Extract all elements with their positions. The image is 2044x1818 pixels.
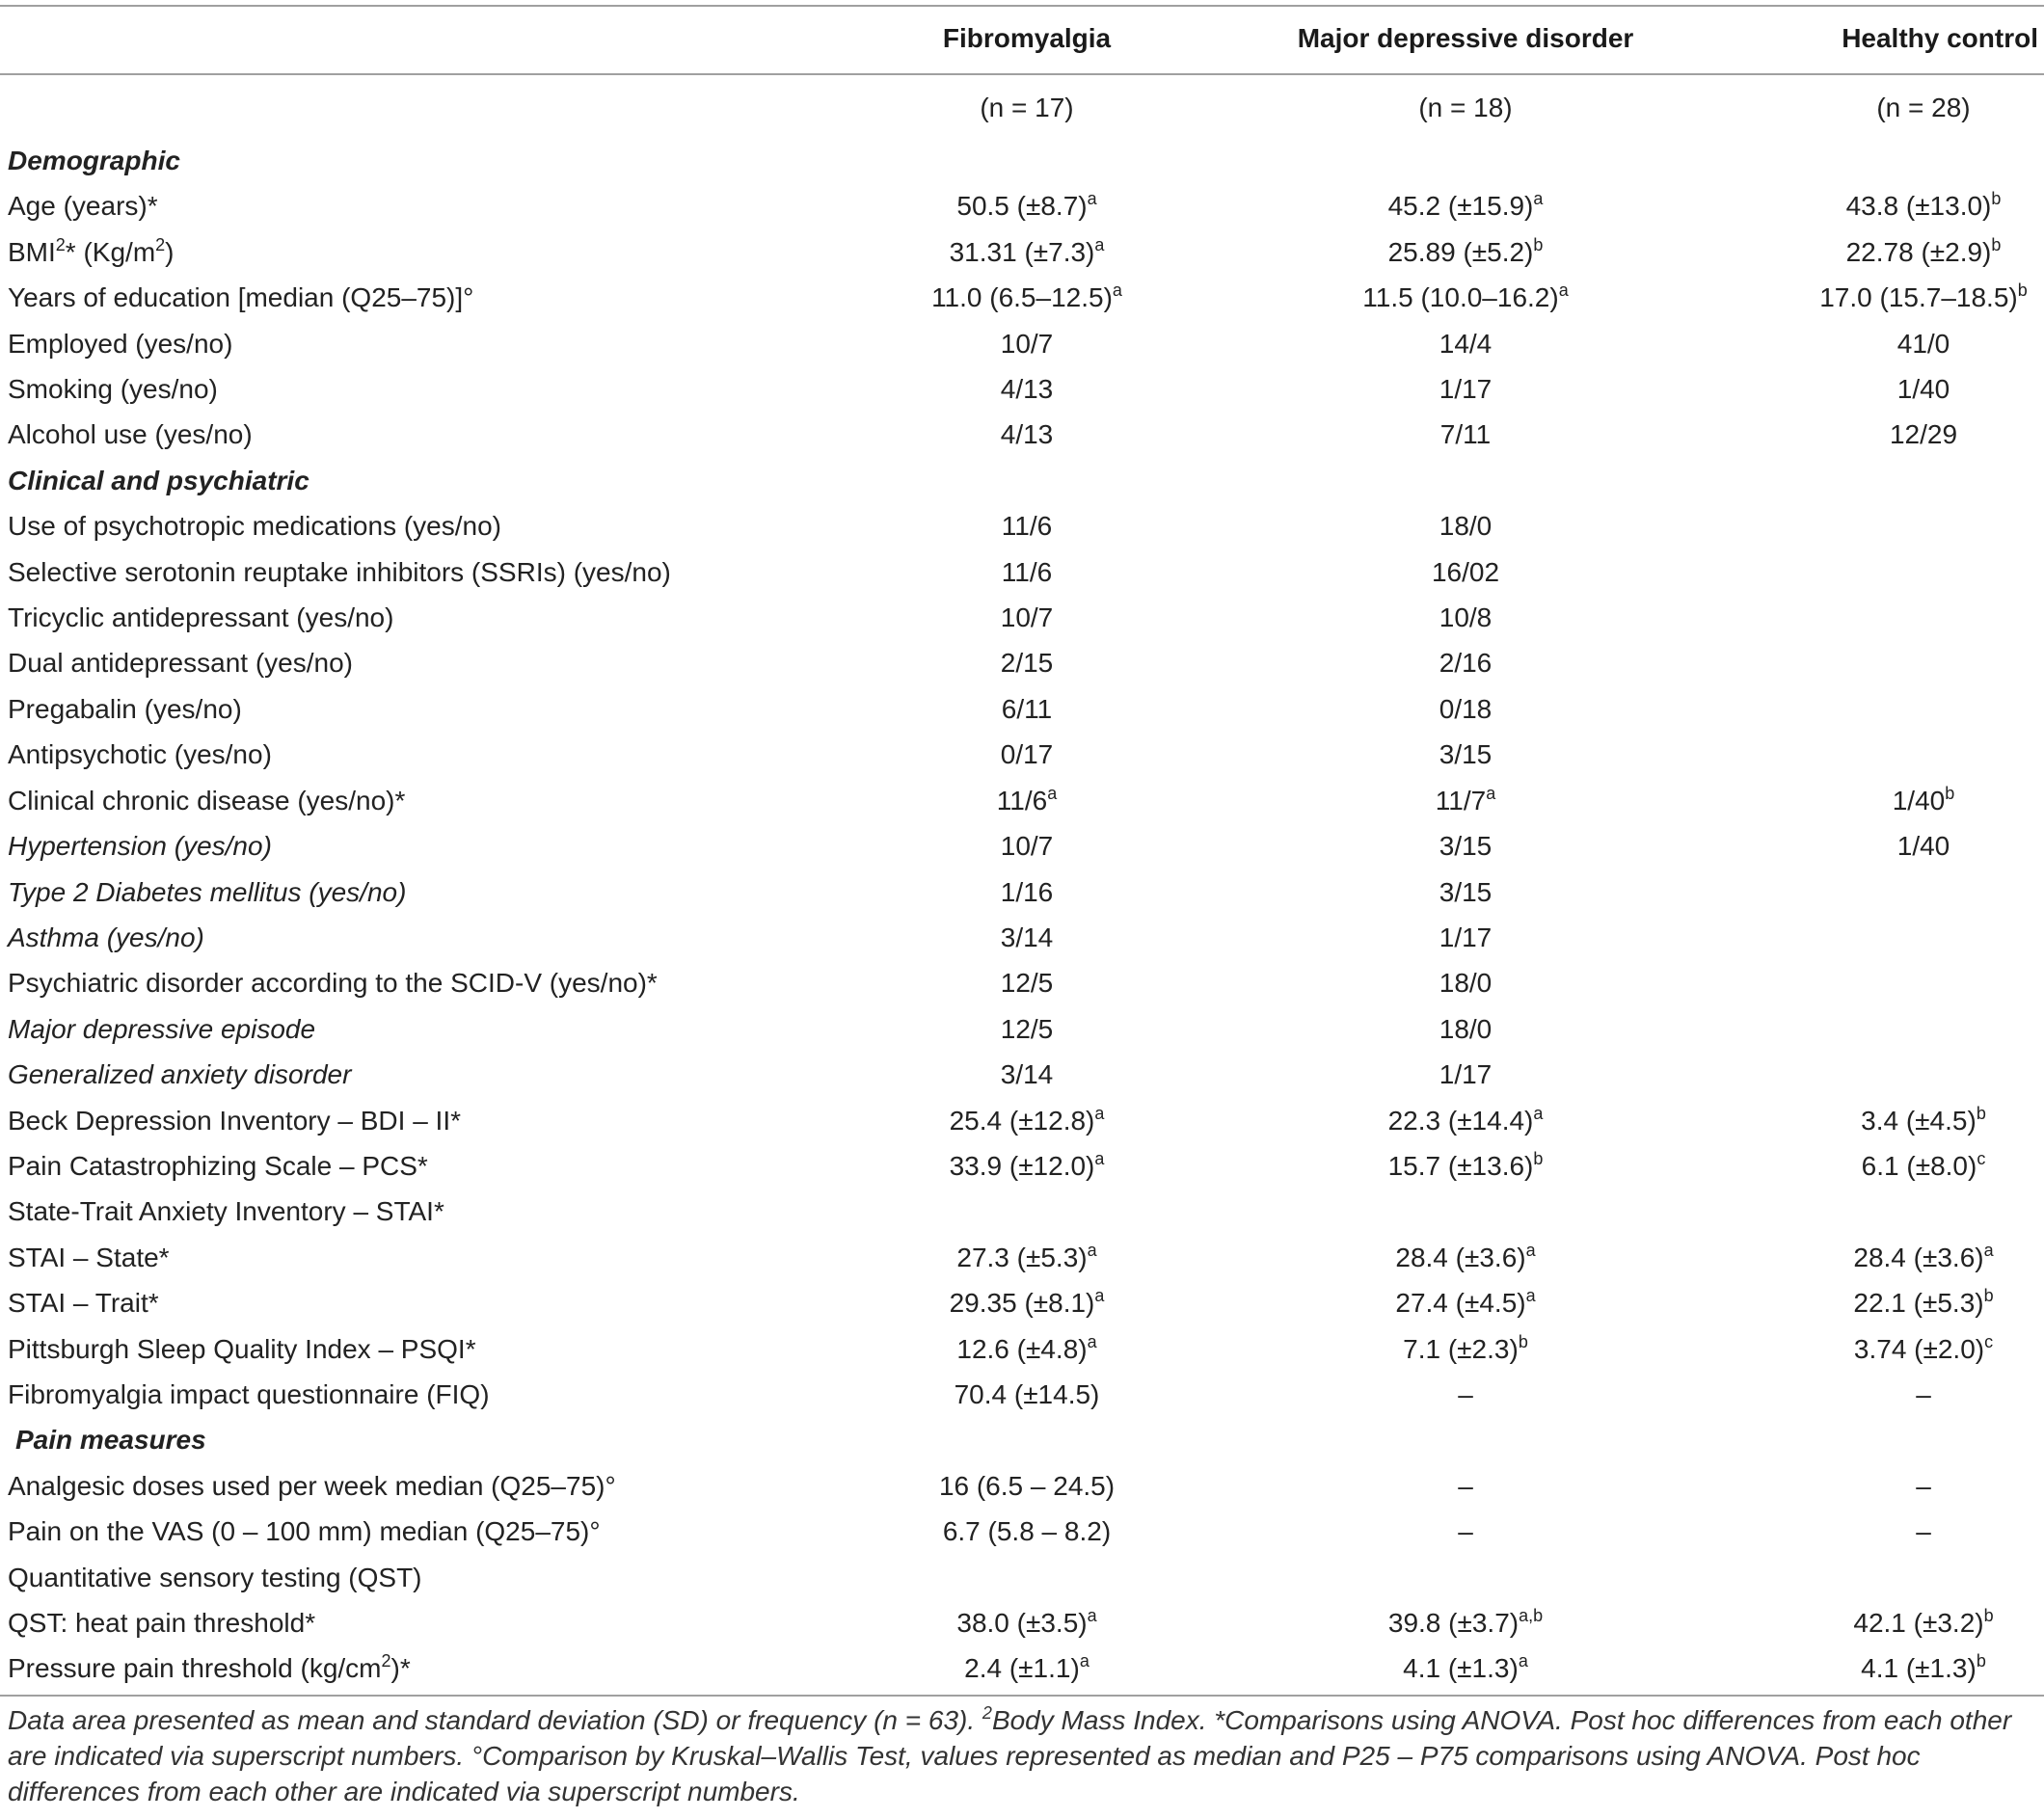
row-label: Age (years)* xyxy=(8,191,158,222)
cell-mdd: 27.4 $(\pm 4.5)^a$ xyxy=(1395,1286,1536,1319)
bottom-rule xyxy=(0,1695,2044,1697)
row-label: Psychiatric disorder according to the SCID-V (yes/no)* xyxy=(8,968,658,999)
cell-healthy-control xyxy=(1707,640,2044,685)
cell-healthy-control xyxy=(1707,686,2044,732)
n-fibromyalgia: (n = 17) xyxy=(980,93,1074,122)
cell-mdd: 28.4 $(\pm 3.6)^a$ xyxy=(1395,1240,1536,1272)
cell-fibromyalgia: 29.35 $(\pm 8.1)^a$ xyxy=(949,1286,1105,1319)
row-label: Pressure pain threshold $(kg/cm^2)*$ xyxy=(8,1651,411,1684)
cell-fibromyalgia: 10/7 xyxy=(1000,328,1054,359)
row-label: Pregabalin (yes/no) xyxy=(8,693,242,724)
table-row xyxy=(0,960,2044,1005)
row-label: Major depressive episode xyxy=(8,1013,316,1044)
row-label: Quantitative sensory testing (QST) xyxy=(8,1562,422,1592)
header-healthy-control: Healthy control xyxy=(1842,23,2038,53)
cell-healthy-control: 12/29 xyxy=(1889,419,1958,450)
cell-healthy-control xyxy=(1707,1189,2044,1234)
section-row xyxy=(0,458,2044,503)
cell-healthy-control: 42.1 $(\pm 3.2)^b$ xyxy=(1853,1606,1994,1638)
cell-fibromyalgia: 25.4 $(\pm 12.8)^a$ xyxy=(949,1103,1105,1136)
cell-healthy-control: 6.1 $(\pm 8.0)^c$ xyxy=(1861,1148,1986,1181)
cell-mdd: 7/11 xyxy=(1439,419,1492,450)
table-row xyxy=(0,1006,2044,1052)
cell-healthy-control: 3.4 $(\pm 4.5)^b$ xyxy=(1861,1103,1986,1136)
cell-fibromyalgia: 12/5 xyxy=(1000,1013,1054,1044)
n-healthy-control: (n = 28) xyxy=(1876,93,1971,122)
cell-healthy-control xyxy=(1707,869,2044,915)
sample-size-row xyxy=(0,77,2044,138)
cell-mdd: 15.7 $(\pm 13.6)^b$ xyxy=(1387,1148,1544,1181)
cell-fibromyalgia: 11/6$^a$ xyxy=(996,783,1058,815)
cell-fibromyalgia: 38.0 $(\pm 3.5)^a$ xyxy=(956,1606,1097,1638)
header-fibromyalgia: Fibromyalgia xyxy=(942,23,1112,53)
row-label: BMI$^2$* $(Kg/m^2)$ xyxy=(8,234,175,267)
table-row xyxy=(0,1235,2044,1280)
cell-fibromyalgia: 10/7 xyxy=(1000,602,1054,633)
row-label: Tricyclic antidepressant (yes/no) xyxy=(8,602,394,633)
cell-mdd: 7.1 $(\pm 2.3)^b$ xyxy=(1403,1331,1528,1364)
table-row xyxy=(0,640,2044,685)
cell-healthy-control: 22.1 $(\pm 5.3)^b$ xyxy=(1853,1286,1994,1319)
cell-healthy-control: 3.74 $(\pm 2.0)^c$ xyxy=(1853,1331,1994,1364)
cell-fibromyalgia: 2.4 $(\pm 1.1)^a$ xyxy=(964,1651,1089,1684)
table-row xyxy=(0,595,2044,640)
table-row xyxy=(0,503,2044,548)
cell-mdd: 3/15 xyxy=(1439,831,1493,862)
cell-fibromyalgia: 27.3 $(\pm 5.3)^a$ xyxy=(956,1240,1097,1272)
cell-fibromyalgia xyxy=(829,1555,1224,1600)
cell-mdd: – xyxy=(1458,1470,1473,1501)
cell-mdd: 14/4 xyxy=(1439,328,1493,359)
cell-mdd: 16/02 xyxy=(1431,556,1500,587)
cell-fibromyalgia: 4/13 xyxy=(1000,419,1054,450)
cell-healthy-control: – xyxy=(1916,1378,1931,1409)
cell-mdd: 3/15 xyxy=(1439,739,1493,770)
row-label: Analgesic doses used per week median (Q25–75)° xyxy=(8,1470,616,1501)
cell-healthy-control: 1/40 xyxy=(1896,374,1950,405)
table-row xyxy=(0,1600,2044,1645)
cell-mdd: – xyxy=(1458,1516,1473,1547)
table-row xyxy=(0,1098,2044,1143)
cell-mdd: 11.5 $(10.0-16.2)^a$ xyxy=(1362,281,1569,313)
table-footnote: Data area presented as mean and standard deviation (SD) or frequency (n = 63). $^2$Body Mass Index. *Comparisons using ANOVA. Post hoc differences from each other are indicated via superscript numbers. °Comparison by Kruskal–Wallis Test, values represented as median and P25 – P75 comparisons using ANOVA. Post hoc differences from each other are indicated via superscript numbers. xyxy=(8,1703,2012,1806)
row-label: Use of psychotropic medications (yes/no) xyxy=(8,511,501,542)
table-row xyxy=(0,1509,2044,1554)
table-row xyxy=(0,1052,2044,1097)
cell-mdd: 39.8 $(\pm 3.7)^{a,b}$ xyxy=(1387,1606,1544,1638)
cell-fibromyalgia: 3/14 xyxy=(1000,1059,1054,1090)
cell-healthy-control: 1/40$^b$ xyxy=(1892,783,1955,815)
header-blank xyxy=(0,0,829,77)
cell-mdd xyxy=(1224,1555,1707,1600)
table-row xyxy=(0,1189,2044,1234)
cell-healthy-control: 17.0 $(15.7-18.5)^b$ xyxy=(1819,281,2028,313)
cell-fibromyalgia: 31.31 $(\pm 7.3)^a$ xyxy=(949,234,1105,267)
row-label: Generalized anxiety disorder xyxy=(8,1059,352,1090)
cell-healthy-control xyxy=(1707,732,2044,777)
cell-healthy-control xyxy=(1707,1052,2044,1097)
table-row xyxy=(0,778,2044,823)
table-row xyxy=(0,1280,2044,1325)
section-clinical: Clinical and psychiatric xyxy=(8,465,309,495)
table-row xyxy=(0,686,2044,732)
cell-fibromyalgia: 2/15 xyxy=(1000,648,1054,679)
row-label: Clinical chronic disease (yes/no)* xyxy=(8,785,406,815)
table-row xyxy=(0,915,2044,960)
header-row xyxy=(0,0,2044,77)
cell-healthy-control: 4.1 $(\pm 1.3)^b$ xyxy=(1861,1651,1986,1684)
cell-fibromyalgia: 16 (6.5 – 24.5) xyxy=(938,1470,1116,1501)
cell-fibromyalgia: 70.4 (±14.5) xyxy=(954,1378,1100,1409)
row-label: Beck Depression Inventory – BDI – II* xyxy=(8,1105,461,1136)
row-label: STAI – State* xyxy=(8,1242,170,1272)
table-row xyxy=(0,1143,2044,1189)
cell-fibromyalgia: 11/6 xyxy=(1001,556,1053,587)
table-row xyxy=(0,229,2044,275)
table-row xyxy=(0,321,2044,366)
row-label: Alcohol use (yes/no) xyxy=(8,419,253,450)
row-label: Type 2 Diabetes mellitus (yes/no) xyxy=(8,876,407,907)
row-label: QST: heat pain threshold* xyxy=(8,1608,316,1638)
cell-mdd: 2/16 xyxy=(1439,648,1493,679)
cell-mdd: 18/0 xyxy=(1439,968,1493,999)
row-label: Employed (yes/no) xyxy=(8,328,233,359)
cell-mdd: 1/17 xyxy=(1439,1059,1493,1090)
cell-mdd: – xyxy=(1458,1378,1473,1409)
cell-mdd: 10/8 xyxy=(1439,602,1493,633)
cell-mdd: 45.2 $(\pm 15.9)^a$ xyxy=(1387,189,1544,222)
row-label: Years of education [median (Q25–75)]° xyxy=(8,282,474,313)
row-label: Pain on the VAS (0 – 100 mm) median (Q25–75)° xyxy=(8,1516,601,1547)
row-label: Selective serotonin reuptake inhibitors (SSRIs) (yes/no) xyxy=(8,556,671,587)
n-mdd: (n = 18) xyxy=(1418,93,1513,122)
section-demographic: Demographic xyxy=(8,146,180,175)
cell-healthy-control xyxy=(1707,549,2044,595)
cell-healthy-control xyxy=(1707,595,2044,640)
table-row xyxy=(0,1463,2044,1509)
table-row xyxy=(0,823,2044,869)
row-label: Dual antidepressant (yes/no) xyxy=(8,648,353,679)
cell-fibromyalgia: 11.0 $(6.5-12.5)^a$ xyxy=(931,281,1122,313)
row-label: Smoking (yes/no) xyxy=(8,374,218,405)
header-mdd: Major depressive disorder xyxy=(1297,23,1634,53)
cell-mdd: 25.89 $(\pm 5.2)^b$ xyxy=(1387,234,1544,267)
cell-healthy-control: 22.78 $(\pm 2.9)^b$ xyxy=(1845,234,2002,267)
cell-fibromyalgia: 1/16 xyxy=(1000,876,1054,907)
cell-healthy-control: – xyxy=(1916,1516,1931,1547)
cell-mdd: 1/17 xyxy=(1439,922,1493,952)
table-row xyxy=(0,549,2044,595)
table-row xyxy=(0,1645,2044,1691)
cell-healthy-control xyxy=(1707,1006,2044,1052)
cell-fibromyalgia: 6/11 xyxy=(1001,693,1053,724)
section-pain: Pain measures xyxy=(15,1425,206,1456)
row-label: Asthma (yes/no) xyxy=(8,922,204,952)
cell-mdd: 3/15 xyxy=(1439,876,1493,907)
row-label: State-Trait Anxiety Inventory – STAI* xyxy=(8,1196,444,1227)
cell-mdd: 4.1 $(\pm 1.3)^a$ xyxy=(1403,1651,1528,1684)
table-row xyxy=(0,1372,2044,1417)
cell-mdd: 18/0 xyxy=(1439,511,1493,542)
cell-healthy-control: 28.4 $(\pm 3.6)^a$ xyxy=(1853,1240,1994,1272)
table-row xyxy=(0,366,2044,412)
cell-mdd xyxy=(1224,1189,1707,1234)
table-row xyxy=(0,412,2044,457)
cell-healthy-control: 1/40 xyxy=(1896,831,1950,862)
cell-fibromyalgia xyxy=(829,1189,1224,1234)
cell-fibromyalgia: 12.6 $(\pm 4.8)^a$ xyxy=(956,1331,1097,1364)
cell-fibromyalgia: 33.9 $(\pm 12.0)^a$ xyxy=(949,1148,1105,1181)
cell-mdd: 22.3 $(\pm 14.4)^a$ xyxy=(1387,1103,1544,1136)
cell-fibromyalgia: 10/7 xyxy=(1000,831,1054,862)
row-label: Pain Catastrophizing Scale – PCS* xyxy=(8,1150,428,1181)
cell-fibromyalgia: 3/14 xyxy=(1000,922,1054,952)
row-label: Pittsburgh Sleep Quality Index – PSQI* xyxy=(8,1333,476,1364)
cell-fibromyalgia: 11/6 xyxy=(1001,511,1053,542)
table-row xyxy=(0,869,2044,915)
table-row xyxy=(0,732,2044,777)
cell-healthy-control xyxy=(1707,915,2044,960)
cell-mdd: 18/0 xyxy=(1439,1013,1493,1044)
cell-fibromyalgia: 0/17 xyxy=(1000,739,1054,770)
cell-fibromyalgia: 4/13 xyxy=(1000,374,1054,405)
cell-fibromyalgia: 6.7 (5.8 – 8.2) xyxy=(942,1516,1112,1547)
cell-healthy-control: 41/0 xyxy=(1896,328,1950,359)
row-label: Antipsychotic (yes/no) xyxy=(8,739,272,770)
cell-fibromyalgia: 50.5 $(\pm 8.7)^a$ xyxy=(956,189,1097,222)
table-row xyxy=(0,1326,2044,1372)
section-row xyxy=(0,138,2044,183)
cell-healthy-control xyxy=(1707,503,2044,548)
section-row xyxy=(0,1417,2044,1462)
row-label: Hypertension (yes/no) xyxy=(8,831,272,862)
cell-healthy-control: 43.8 $(\pm 13.0)^b$ xyxy=(1845,189,2002,222)
cell-mdd: 1/17 xyxy=(1439,374,1493,405)
cell-healthy-control xyxy=(1707,1555,2044,1600)
table-row xyxy=(0,1555,2044,1600)
cell-fibromyalgia: 12/5 xyxy=(1000,968,1054,999)
cell-healthy-control: – xyxy=(1916,1470,1931,1501)
cell-mdd: 0/18 xyxy=(1439,693,1493,724)
row-label: STAI – Trait* xyxy=(8,1288,159,1319)
table-row xyxy=(0,275,2044,320)
table-row xyxy=(0,183,2044,228)
row-label: Fibromyalgia impact questionnaire (FIQ) xyxy=(8,1378,490,1409)
cell-mdd: 11/7$^a$ xyxy=(1435,783,1496,815)
cell-healthy-control xyxy=(1707,960,2044,1005)
